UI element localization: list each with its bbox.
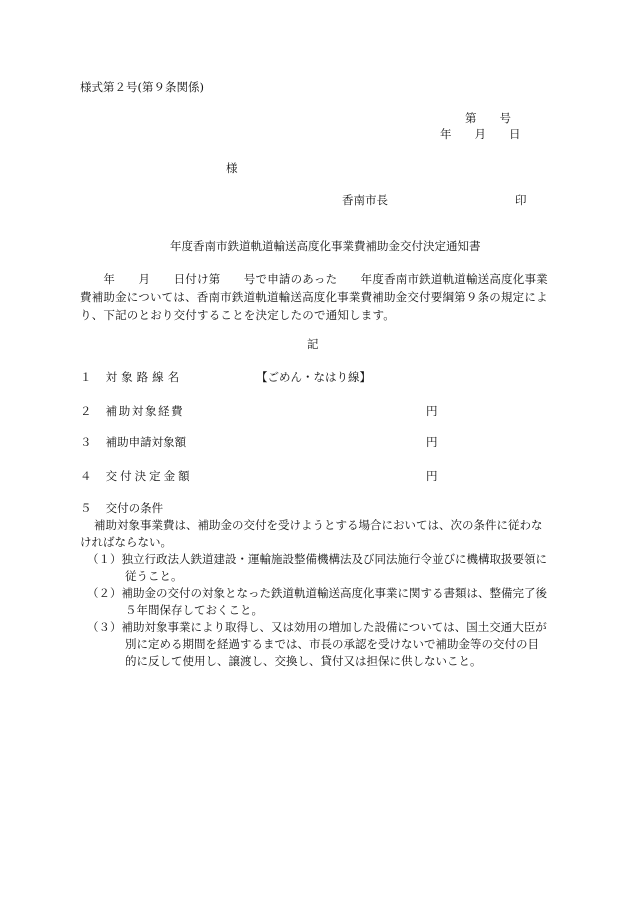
item-unit: 円 bbox=[426, 435, 438, 449]
item-number: ４ bbox=[80, 469, 92, 483]
item-label: 交付決定金額 bbox=[105, 469, 193, 483]
issuer-name: 香南市長 bbox=[342, 193, 388, 207]
item-eligible-cost bbox=[80, 403, 184, 420]
document-date: 年 月 日 bbox=[440, 127, 521, 141]
item-label: 補助申請対象額 bbox=[105, 435, 187, 449]
document-number: 第 号 bbox=[465, 111, 511, 125]
item-unit: 円 bbox=[426, 404, 438, 418]
addressee-suffix: 様 bbox=[226, 161, 238, 175]
condition-item: （２）補助金の交付の対象となった鉄道軌道輸送高度化事業に関する書類は、整備完了後５年間保存しておくこと。 bbox=[87, 586, 547, 617]
document-title: 年度香南市鉄道軌道輸送高度化事業費補助金交付決定通知書 bbox=[170, 239, 481, 253]
conditions-heading bbox=[80, 500, 163, 517]
item-applied-amount bbox=[80, 434, 186, 451]
body-text: 年 月 日付け第 号で申請のあった 年度香南市鉄道軌道輸送高度化事業費補助金については、香南市鉄道軌道輸送高度化事業費補助金交付要綱第９条の規定により、下記のとおり交付することを決定したので通知します。 bbox=[80, 272, 548, 322]
item-number: ２ bbox=[80, 404, 92, 418]
route-name: 【ごめん・なはり線】 bbox=[256, 370, 371, 384]
condition-item: （１）独立行政法人鉄道建設・運輸施設整備機構法及び同法施行令並びに機構取扱要領に従うこと。 bbox=[87, 552, 547, 583]
item-label: 交付の条件 bbox=[105, 501, 164, 515]
item-decided-amount bbox=[80, 468, 193, 485]
item-route bbox=[80, 369, 183, 386]
item-label: 補助対象経費 bbox=[105, 404, 185, 418]
item-number: １ bbox=[80, 370, 92, 384]
form-number: 様式第２号(第９条関係) bbox=[80, 80, 204, 94]
item-unit: 円 bbox=[426, 469, 438, 483]
item-label: 対象路線名 bbox=[105, 370, 184, 384]
condition-item: （３）補助対象事業により取得し、又は効用の増加した設備については、国土交通大臣が別に定める期間を経過するまでは、市長の承認を受けないで補助金等の交付の目的に反して使用し、譲渡し、交換し、貸付又は担保に供しないこと。 bbox=[87, 620, 547, 668]
item-number: ３ bbox=[80, 435, 92, 449]
item-number: ５ bbox=[80, 501, 92, 515]
seal-mark: 印 bbox=[515, 193, 527, 207]
ki-heading: 記 bbox=[307, 337, 319, 351]
conditions-intro: 補助対象事業費は、補助金の交付を受けようとする場合においては、次の条件に従わなければならない。 bbox=[80, 518, 543, 549]
